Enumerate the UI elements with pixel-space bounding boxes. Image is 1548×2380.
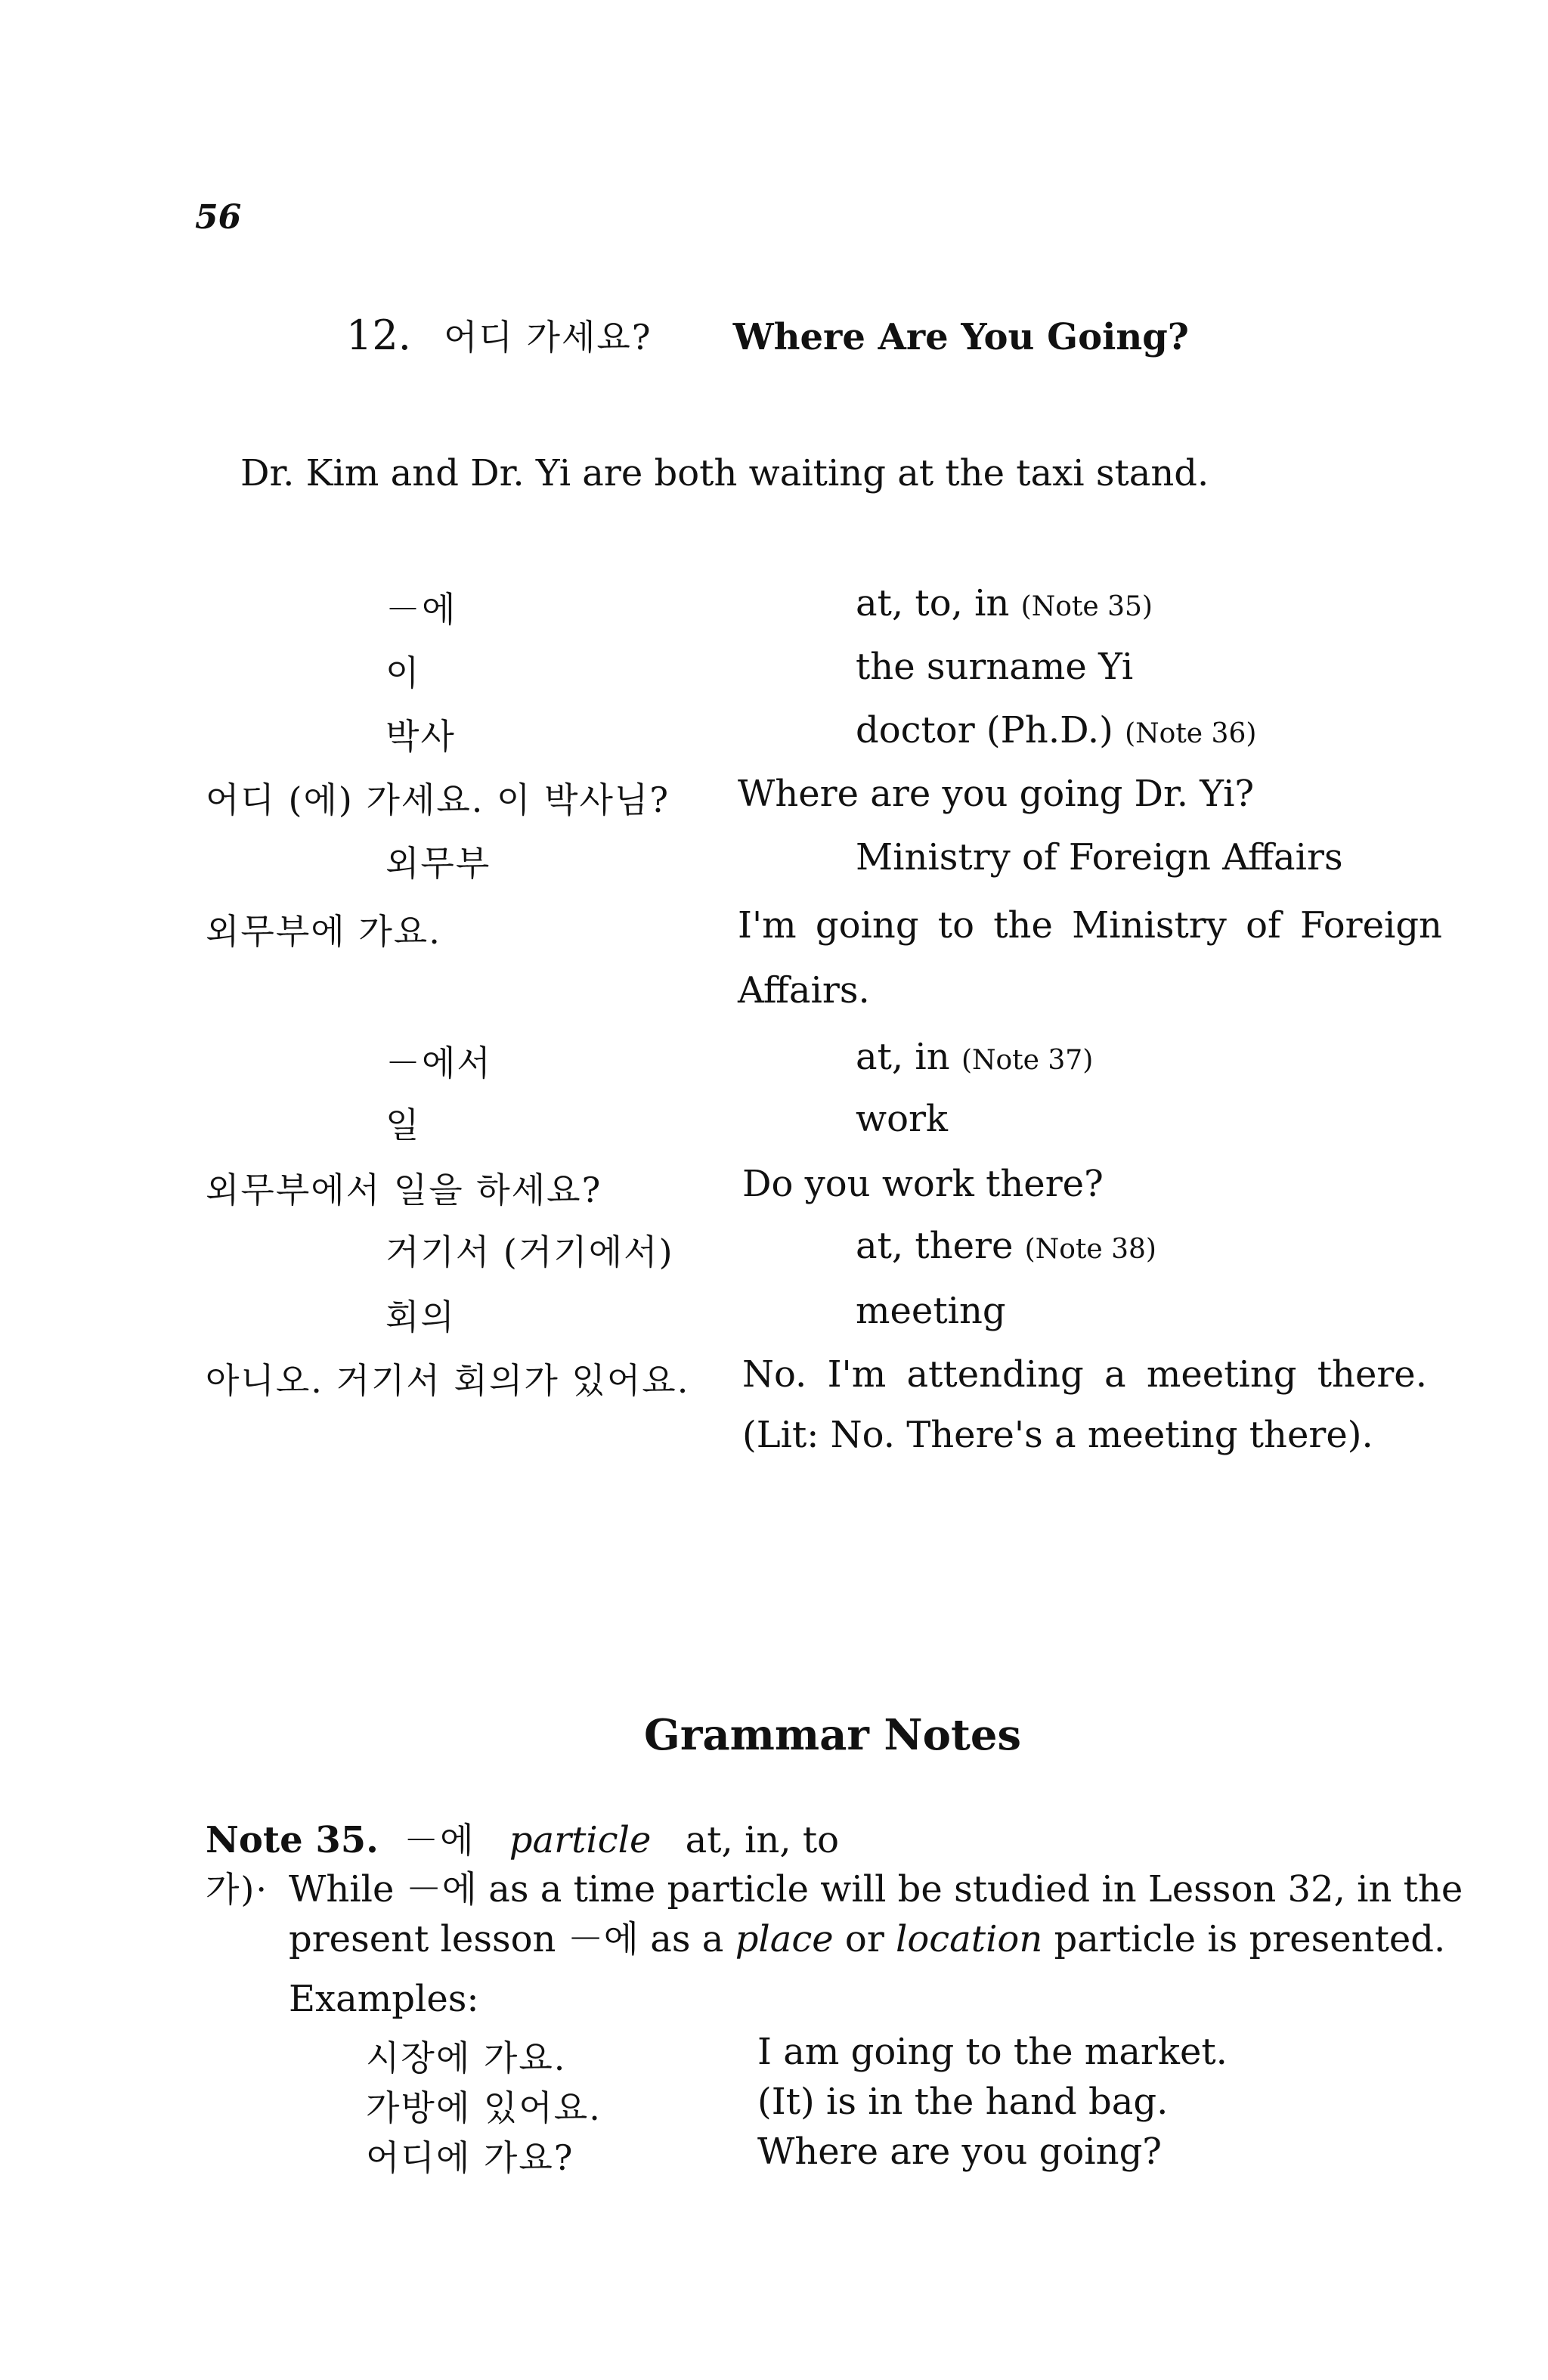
note-line-2: present lesson －에 as a place or location particle is presented.	[289, 1918, 1446, 1960]
dialogue-en: I'm going to the Ministry of Foreign	[738, 904, 1442, 947]
vocab-ko: 외무부	[385, 843, 491, 884]
examples-label: Examples:	[289, 1978, 479, 2020]
dialogue-en: No. I'm attending a meeting there.	[742, 1353, 1427, 1396]
grammar-notes-heading: Grammar Notes	[644, 1710, 1021, 1760]
lesson-title-korean: 어디 가세요?	[444, 317, 652, 358]
vocab-ko: 회의	[385, 1297, 456, 1337]
dialogue-ko: 외무부에 가요.	[206, 911, 441, 952]
vocab-ko: 박사	[385, 716, 456, 757]
example-ko: 시장에 가요.	[366, 2038, 567, 2078]
vocab-en: work	[856, 1098, 949, 1140]
page-number: 56	[195, 198, 242, 237]
lesson-number: 12.	[346, 311, 411, 359]
dialogue-en: Do you work there?	[742, 1163, 1104, 1205]
vocab-ko: 일	[385, 1105, 421, 1145]
dialogue-ko: 어디 (에) 가세요. 이 박사님?	[206, 779, 670, 820]
vocab-en: at, in (Note 37)	[856, 1036, 1094, 1078]
example-ko: 가방에 있어요.	[366, 2087, 602, 2128]
lesson-title	[346, 310, 1189, 360]
dialogue-ko: 외무부에서 일을 하세요?	[206, 1170, 602, 1210]
dialogue-en-continued: Affairs.	[738, 969, 870, 1012]
example-ko: 어디에 가요?	[366, 2137, 574, 2178]
dialogue-en: Where are you going Dr. Yi?	[738, 773, 1255, 815]
example-en: (It) is in the hand bag.	[757, 2081, 1169, 2123]
vocab-en: meeting	[856, 1290, 1006, 1332]
scene-description: Dr. Kim and Dr. Yi are both waiting at the taxi stand.	[240, 452, 1209, 494]
dialogue-ko: 아니오. 거기서 회의가 있어요.	[206, 1360, 690, 1401]
vocab-en: doctor (Ph.D.) (Note 36)	[856, 709, 1257, 751]
example-en: I am going to the market.	[757, 2031, 1228, 2073]
vocab-ko: 거기서 (거기에서)	[385, 1232, 674, 1272]
vocab-ko: －에	[385, 589, 457, 630]
vocab-ko: 이	[385, 652, 421, 693]
note-header	[206, 1813, 839, 1863]
dialogue-en-continued: (Lit: No. There's a meeting there).	[742, 1414, 1373, 1456]
vocab-en: at, to, in (Note 35)	[856, 582, 1153, 624]
vocab-en: at, there (Note 38)	[856, 1225, 1156, 1267]
note-label: Note 35.	[206, 1819, 379, 1861]
vocab-en: Ministry of Foreign Affairs	[856, 836, 1343, 879]
example-en: Where are you going?	[757, 2131, 1163, 2173]
note-korean: －에	[404, 1820, 475, 1861]
note-text: While －에 as a time particle will be studied in Lesson 32, in the	[289, 1868, 1463, 1911]
note-term: particle	[509, 1819, 652, 1861]
note-line-1	[206, 1860, 1463, 1912]
vocab-en: the surname Yi	[856, 646, 1134, 688]
note-marker: 가)·	[206, 1869, 269, 1910]
vocab-ko: －에서	[385, 1043, 492, 1083]
lesson-title-english: Where Are You Going?	[732, 316, 1189, 358]
note-gloss: at, in, to	[685, 1819, 840, 1861]
